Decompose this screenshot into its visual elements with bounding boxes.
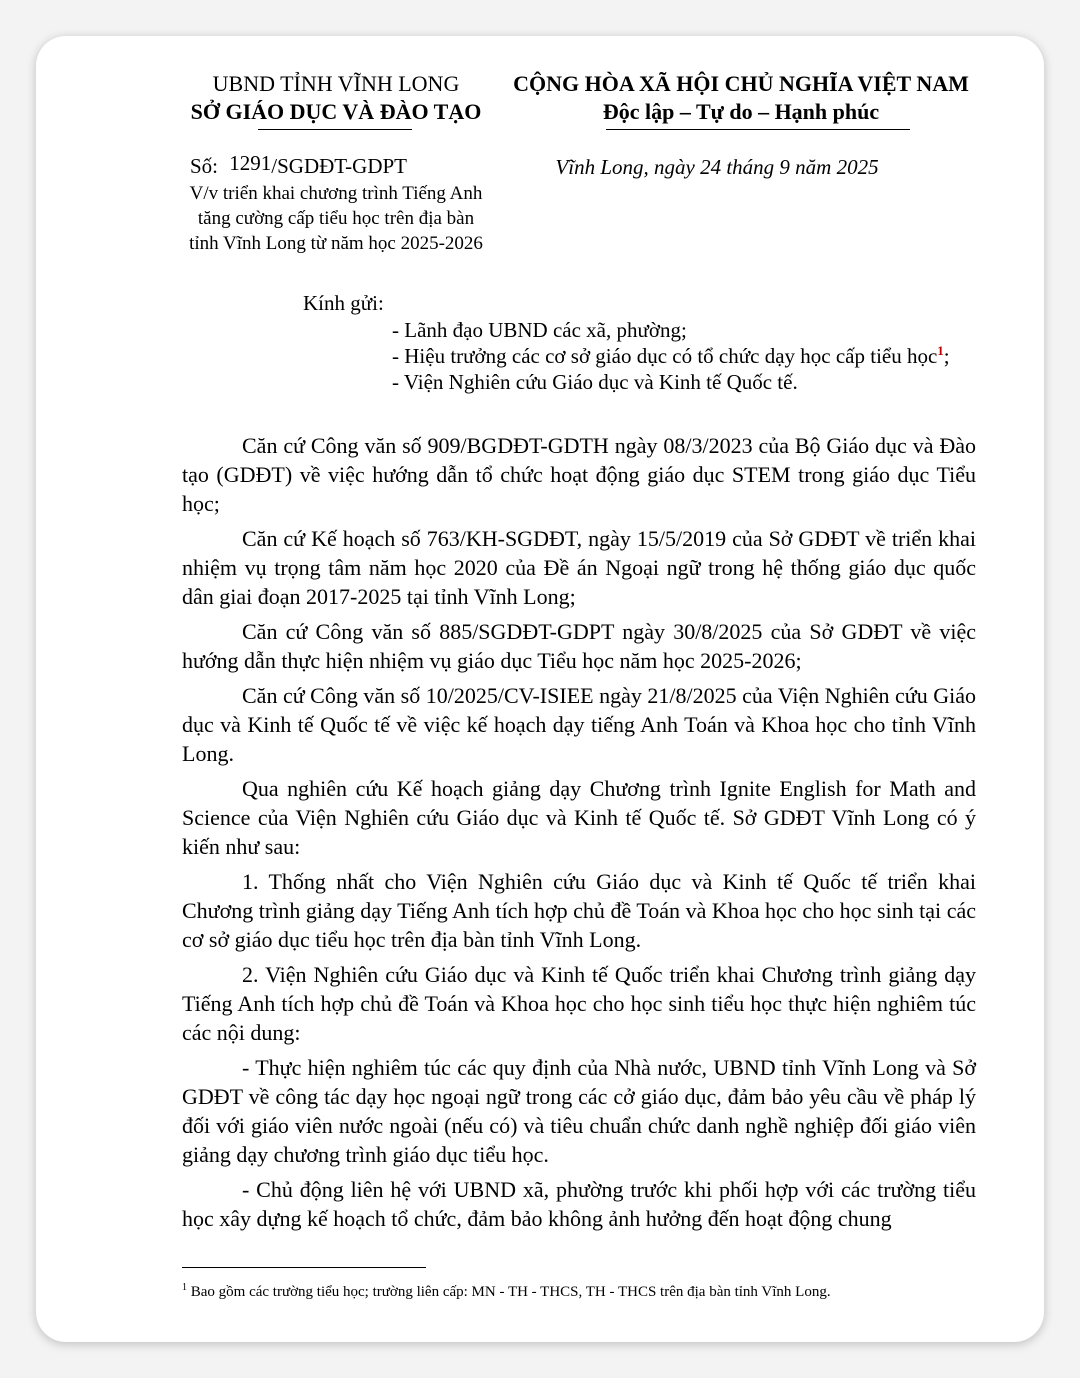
body-paragraph: Căn cứ Công văn số 885/SGDĐT-GDPT ngày 30/8/2025 của Sở GDĐT về việc hướng dẫn thực hiện nhiệm vụ giáo dục Tiểu học năm học 2025-2026; [182,619,976,673]
subject-line-2: tăng cường cấp tiểu học trên địa bàn [197,208,475,229]
issuer-underline [258,129,412,130]
footnote-text: Bao gồm các trường tiểu học; trường liên cấp: MN - TH - THCS, TH - THCS trên địa bàn tỉnh Vĩnh Long. [190,1284,831,1300]
document-number [190,152,407,180]
place-date: Vĩnh Long, ngày 24 tháng 9 năm 2025 [555,155,879,179]
recipient-item: - Viện Nghiên cứu Giáo dục và Kinh tế Quốc tế. [392,370,798,394]
national-title: CỘNG HÒA XÃ HỘI CHỦ NGHĨA VIỆT NAM [513,71,969,96]
issuer-name: SỞ GIÁO DỤC VÀ ĐÀO TẠO [190,99,482,124]
recipient-item-text: - Hiệu trưởng các cơ sở giáo dục có tổ chức dạy học cấp tiểu học [392,344,938,368]
subject-line-1: V/v triển khai chương trình Tiếng Anh [189,183,483,204]
document-number-value: 1291 [229,151,272,175]
recipient-item-tail: ; [943,344,950,368]
footnote [182,1278,831,1302]
recipient-item: - Lãnh đạo UBND các xã, phường; [392,318,687,342]
body-paragraph: 1. Thống nhất cho Viện Nghiên cứu Giáo dục và Kinh tế Quốc tế triển khai Chương trình giảng dạy Tiếng Anh tích hợp chủ đề Toán và Khoa học cho học sinh tại các cơ sở giáo dục tiểu học trên địa bàn tỉnh Vĩnh Long. [182,869,976,952]
recipient-item [392,343,950,370]
document-body [182,431,976,1239]
national-motto: Độc lập – Tự do – Hạnh phúc [602,99,880,124]
recipients-label: Kính gửi: [303,291,384,315]
footnote-reference: 1 [937,343,944,358]
footnote-mark: 1 [182,1282,187,1293]
footnote-separator [182,1267,426,1268]
body-paragraph: - Thực hiện nghiêm túc các quy định của Nhà nước, UBND tỉnh Vĩnh Long và Sở GDĐT về công tác dạy học ngoại ngữ trong các cở giáo dục, đảm bảo yêu cầu về pháp lý đối với giáo viên nước ngoài (nếu có) và tiêu chuẩn chức danh nghề nghiệp đối giáo viên giảng dạy chương trình giáo dục tiểu học. [182,1055,976,1167]
body-paragraph: Qua nghiên cứu Kế hoạch giảng dạy Chương trình Ignite English for Math and Science của Viện Nghiên cứu Giáo dục và Kinh tế Quốc tế. Sở GDĐT Vĩnh Long có ý kiến như sau: [182,776,976,859]
motto-underline [606,129,910,130]
body-paragraph: Căn cứ Công văn số 909/BGDĐT-GDTH ngày 08/3/2023 của Bộ Giáo dục và Đào tạo (GDĐT) về việc hướng dẫn tổ chức hoạt động giáo dục STEM trong giáo dục Tiểu học; [182,433,976,516]
body-paragraph: Căn cứ Kế hoạch số 763/KH-SGDĐT, ngày 15/5/2019 của Sở GDĐT về triển khai nhiệm vụ trọng tâm năm học 2020 của Đề án Ngoại ngữ trong hệ thống giáo dục quốc dân giai đoạn 2017-2025 tại tỉnh Vĩnh Long; [182,526,976,609]
body-paragraph: 2. Viện Nghiên cứu Giáo dục và Kinh tế Quốc triển khai Chương trình giảng dạy Tiếng Anh tích hợp chủ đề Toán và Khoa học cho học sinh tiểu học thực hiện nghiêm túc các nội dung: [182,962,976,1045]
body-paragraph: Căn cứ Công văn số 10/2025/CV-ISIEE ngày 21/8/2025 của Viện Nghiên cứu Giáo dục và Kinh tế Quốc tế về việc kế hoạch dạy tiếng Anh Toán và Khoa học cho tỉnh Vĩnh Long. [182,683,976,766]
document-number-prefix: Số: [190,154,219,178]
document-page [36,36,1044,1342]
issuer-parent: UBND TỈNH VĨNH LONG [212,71,460,96]
subject-line-3: tỉnh Vĩnh Long từ năm học 2025-2026 [189,233,483,254]
body-paragraph: - Chủ động liên hệ với UBND xã, phường trước khi phối hợp với các trường tiểu học xây dựng kế hoạch tổ chức, đảm bảo không ảnh hưởng đến hoạt động chung [182,1177,976,1231]
document-number-suffix: /SGDĐT-GDPT [271,154,408,178]
